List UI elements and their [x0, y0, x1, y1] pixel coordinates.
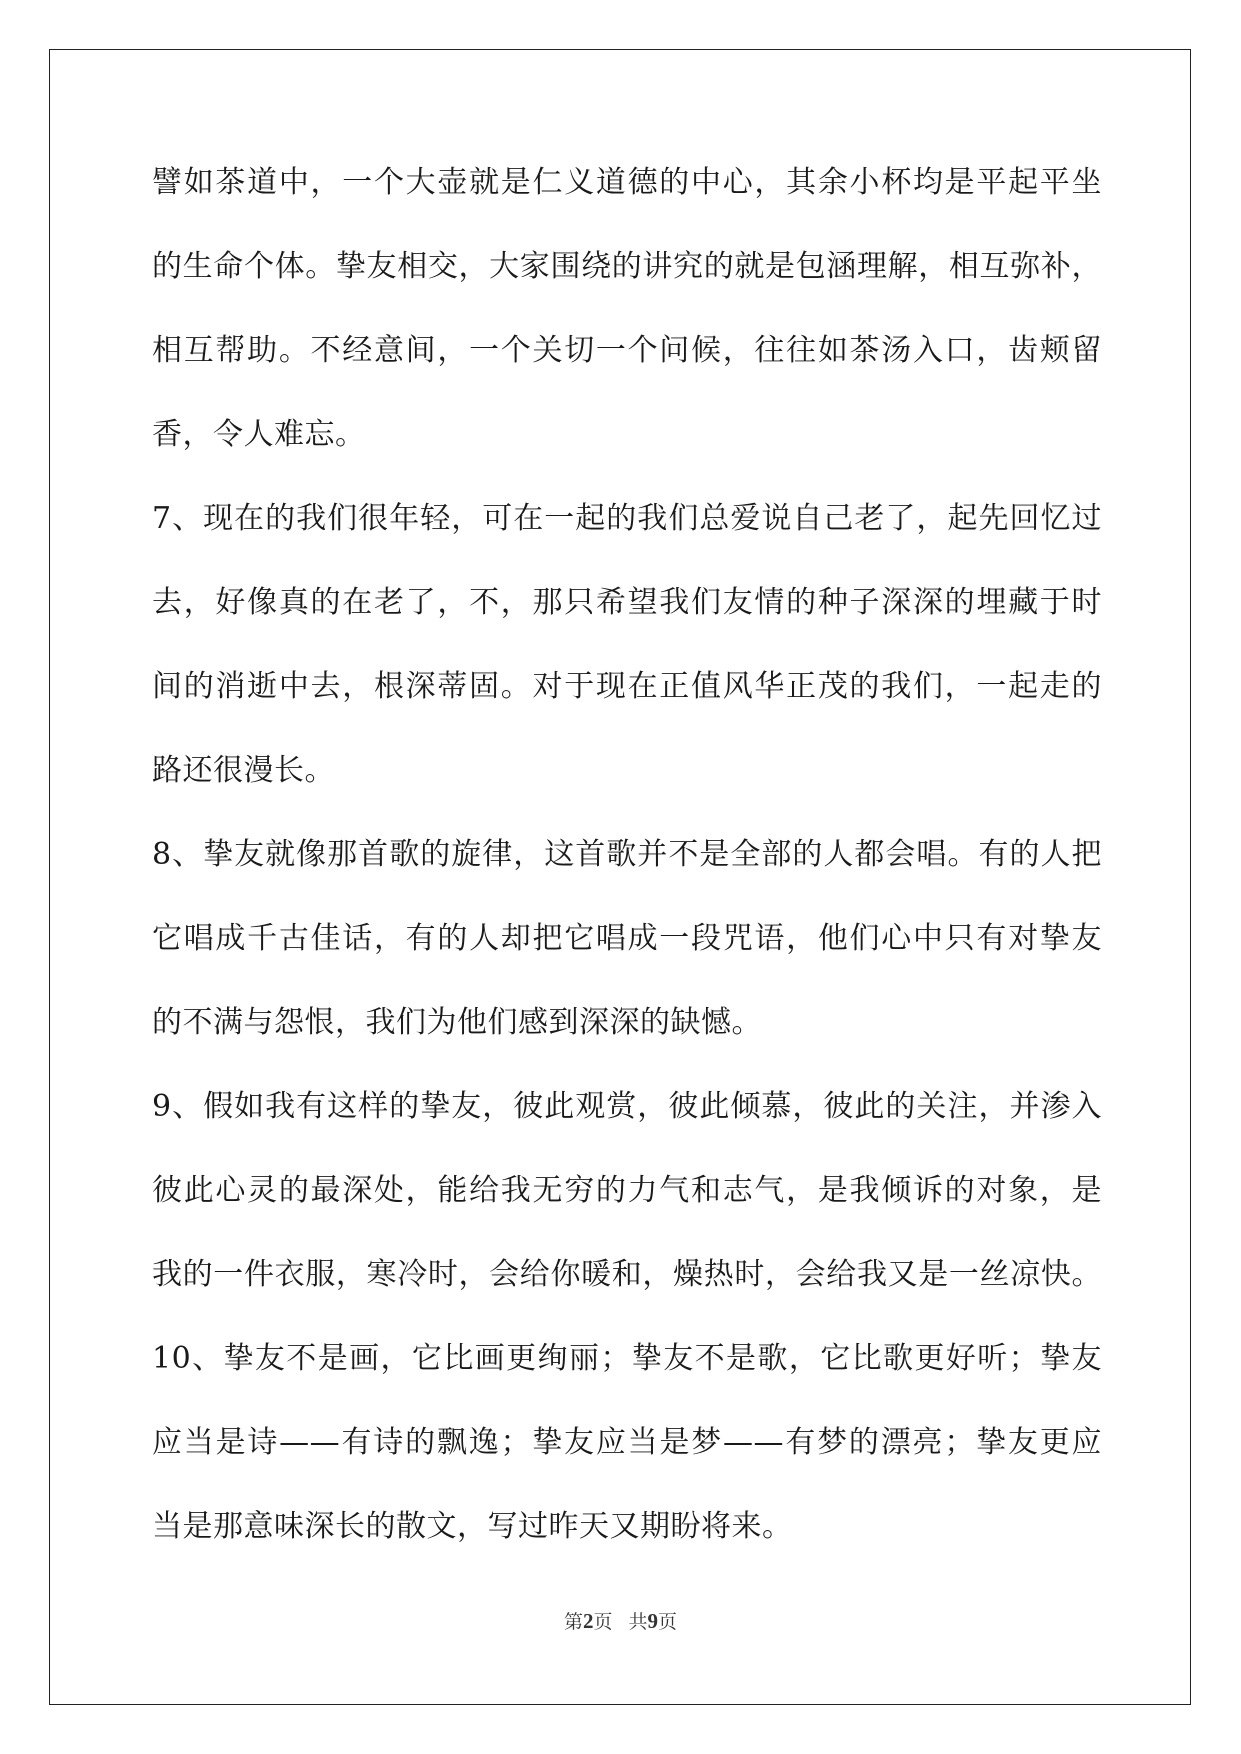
text-line: 譬如茶道中，一个大壶就是仁义道德的中心，其余小杯均是平起平坐	[152, 165, 1102, 200]
text-line: 间的消逝中去，根深蒂固。对于现在正值风华正茂的我们，一起走的	[152, 669, 1102, 704]
total-page-number: 9	[647, 1609, 659, 1633]
page-footer	[0, 1607, 1241, 1634]
text-line: 我的一件衣服，寒冷时，会给你暖和，燥热时，会给我又是一丝凉快。	[152, 1257, 1102, 1292]
text-line: 10、挚友不是画，它比画更绚丽；挚友不是歌，它比歌更好听；挚友	[152, 1341, 1102, 1376]
text-line: 8、挚友就像那首歌的旋律，这首歌并不是全部的人都会唱。有的人把	[152, 837, 1102, 872]
text-line: 香，令人难忘。	[152, 417, 366, 452]
text-line: 7、现在的我们很年轻，可在一起的我们总爱说自己老了，起先回忆过	[152, 501, 1102, 536]
page-prefix: 第	[563, 1611, 583, 1633]
text-line: 当是那意味深长的散文，写过昨天又期盼将来。	[152, 1509, 793, 1544]
text-line: 9、假如我有这样的挚友，彼此观赏，彼此倾慕，彼此的关注，并渗入	[152, 1089, 1102, 1124]
text-line: 应当是诗——有诗的飘逸；挚友应当是梦——有梦的漂亮；挚友更应	[152, 1425, 1102, 1460]
document-body	[152, 163, 1102, 1591]
text-line: 路还很漫长。	[152, 753, 335, 788]
text-line: 相互帮助。不经意间，一个关切一个问候，往往如茶汤入口，齿颊留	[152, 333, 1102, 368]
text-line: 的生命个体。挚友相交，大家围绕的讲究的就是包涵理解，相互弥补，	[152, 249, 1102, 284]
page-suffix: 页	[593, 1611, 613, 1633]
text-line: 的不满与怨恨，我们为他们感到深深的缺憾。	[152, 1005, 762, 1040]
total-suffix: 页	[658, 1611, 678, 1633]
text-line: 它唱成千古佳话，有的人却把它唱成一段咒语，他们心中只有对挚友	[152, 921, 1102, 956]
total-prefix: 共	[628, 1611, 648, 1633]
text-line: 彼此心灵的最深处，能给我无穷的力气和志气，是我倾诉的对象，是	[152, 1173, 1102, 1208]
text-line: 去，好像真的在老了，不，那只希望我们友情的种子深深的埋藏于时	[152, 585, 1102, 620]
current-page-number: 2	[582, 1609, 594, 1633]
